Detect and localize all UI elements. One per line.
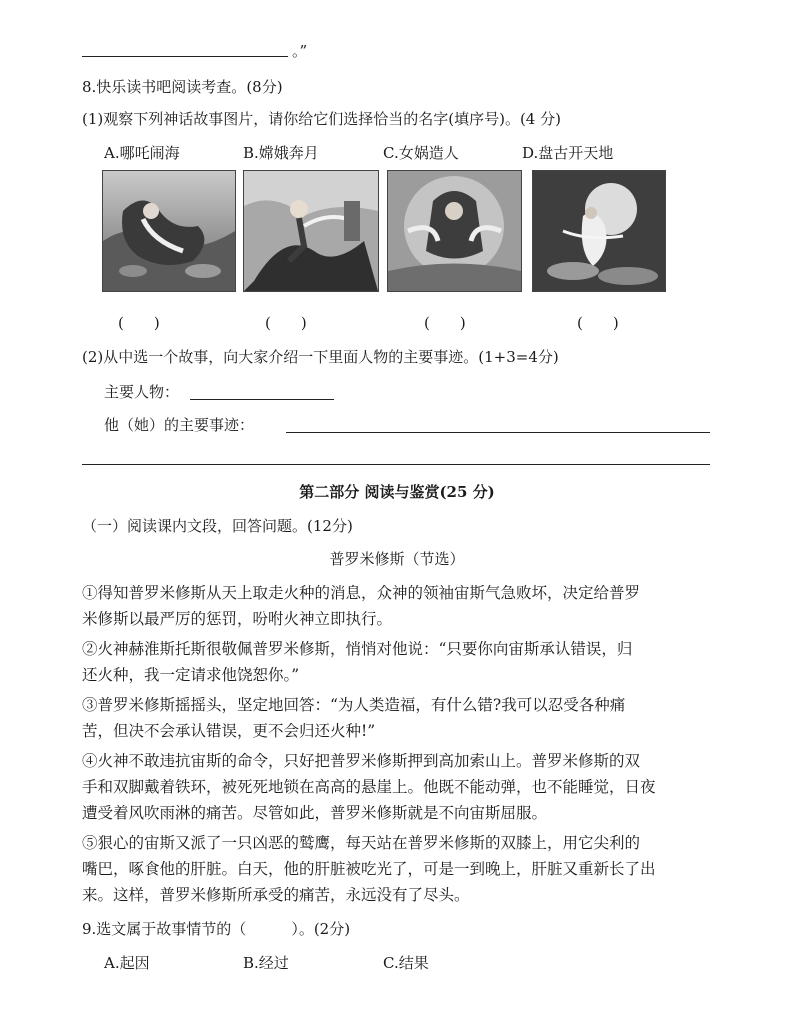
q8-sub1: (1)观察下列神话故事图片，请你给它们选择恰当的名字(填序号)。(4 分)	[82, 110, 561, 128]
paragraph-1-line-2: 米修斯以最严厉的惩罚，吩咐火神立即执行。	[82, 610, 393, 628]
paragraph-1	[82, 580, 744, 632]
paragraph-4	[82, 748, 744, 826]
paragraph-3	[82, 692, 744, 744]
paragraph-4-line-1: ④火神不敢违抗宙斯的命令，只好把普罗米修斯押到高加索山上。普罗米修斯的双	[82, 752, 641, 770]
top-line-tail: 。”	[292, 42, 308, 60]
paragraph-4-line-2: 手和双脚戴着铁环，被死死地锁在高高的悬崖上。他既不能动弹，也不能睡觉，日夜	[82, 778, 656, 796]
moon-goddess-art	[533, 171, 665, 291]
answer-bracket-2[interactable]: ( )	[265, 314, 307, 332]
pangu-scene-image	[387, 170, 522, 292]
main-character-line[interactable]	[190, 399, 334, 400]
q9-option-c: C.结果	[383, 954, 429, 972]
option-b: B.嫦娥奔月	[243, 144, 319, 162]
answer-bracket-1[interactable]: ( )	[118, 314, 160, 332]
paragraph-2	[82, 636, 744, 688]
paragraph-3-line-2: 苦，但决不会承认错误，更不会归还火种!”	[82, 722, 376, 740]
moon-goddess-image	[532, 170, 666, 292]
deeds-label: 他（她）的主要事迹：	[104, 416, 255, 434]
q8-sub2: (2)从中选一个故事，向大家介绍一下里面人物的主要事迹。(1+3=4分)	[82, 348, 559, 366]
option-d: D.盘古开天地	[522, 144, 614, 162]
deeds-line-1[interactable]	[286, 432, 710, 433]
pangu-scene-art	[388, 171, 521, 291]
option-a: A.哪吒闹海	[104, 144, 180, 162]
q9-option-a: A.起因	[104, 954, 150, 972]
paragraph-2-line-1: ②火神赫淮斯托斯很敬佩普罗米修斯，悄悄对他说：“只要你向宙斯承认错误，归	[82, 640, 633, 658]
nezha-battle-image	[243, 170, 379, 292]
part2-heading: 第二部分 阅读与鉴赏(25 分)	[299, 483, 495, 501]
paragraph-4-line-3: 遭受着风吹雨淋的痛苦。尽管如此，普罗米修斯就是不向宙斯屈服。	[82, 804, 548, 822]
goddess-scene-image	[102, 170, 236, 292]
paragraph-5-line-2: 嘴巴，啄食他的肝脏。白天，他的肝脏被吃光了，可是一到晚上，肝脏又重新长了出	[82, 860, 656, 878]
option-c: C.女娲造人	[383, 144, 459, 162]
main-character-label: 主要人物：	[104, 383, 180, 401]
goddess-scene-art	[103, 171, 235, 291]
paragraph-5-line-1: ⑤狠心的宙斯又派了一只凶恶的鹫鹰，每天站在普罗米修斯的双膝上，用它尖利的	[82, 834, 641, 852]
q8-title: 8.快乐读书吧阅读考查。(8分)	[82, 78, 283, 96]
answer-line-top[interactable]	[82, 56, 288, 57]
paragraph-5	[82, 830, 744, 908]
q9-option-b: B.经过	[243, 954, 289, 972]
paragraph-5-line-3: 来。这样，普罗米修斯所承受的痛苦，永远没有了尽头。	[82, 886, 470, 904]
answer-bracket-3[interactable]: ( )	[424, 314, 466, 332]
q9-question: 9.选文属于故事情节的（ ）。(2分)	[82, 920, 351, 938]
paragraph-1-line-1: ①得知普罗米修斯从天上取走火种的消息，众神的领袖宙斯气急败坏，决定给普罗	[82, 584, 641, 602]
answer-bracket-4[interactable]: ( )	[577, 314, 619, 332]
passage-title: 普罗米修斯（节选）	[329, 550, 465, 568]
nezha-battle-art	[244, 171, 378, 291]
section1-title: （一）阅读课内文段，回答问题。(12分)	[82, 517, 353, 535]
paragraph-2-line-2: 还火种，我一定请求他饶恕你。”	[82, 666, 300, 684]
paragraph-3-line-1: ③普罗米修斯摇摇头，坚定地回答：“为人类造福，有什么错?我可以忍受各种痛	[82, 696, 626, 714]
deeds-line-2[interactable]	[82, 464, 710, 465]
